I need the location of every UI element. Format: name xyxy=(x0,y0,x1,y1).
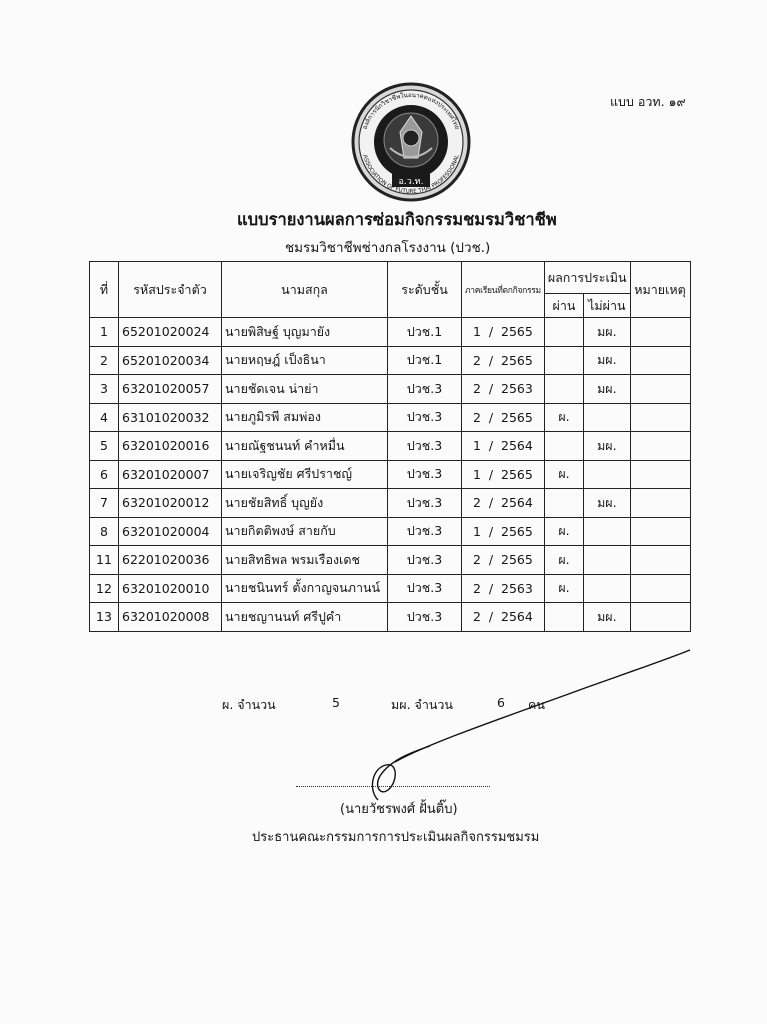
cell-student-id: 63201020016 xyxy=(119,432,222,461)
table-row xyxy=(90,346,691,375)
fail-count-label: มผ. จำนวน xyxy=(391,697,453,712)
cell-name: นายชัดเจน น่าย่า xyxy=(222,375,388,404)
cell-semester: 2 / 2564 xyxy=(462,489,545,518)
cell-remark xyxy=(630,432,690,461)
cell-year: 2565 xyxy=(501,324,533,340)
signature-line xyxy=(296,786,490,787)
cell-level: ปวช.3 xyxy=(388,403,462,432)
cell-level: ปวช.3 xyxy=(388,432,462,461)
cell-year: 2565 xyxy=(501,466,533,482)
cell-semester: 1 / 2565 xyxy=(462,318,545,347)
cell-level: ปวช.1 xyxy=(388,346,462,375)
cell-term: 2 xyxy=(472,552,481,568)
cell-no: 1 xyxy=(90,318,119,347)
cell-year: 2563 xyxy=(501,580,533,596)
cell-student-id: 63101020032 xyxy=(119,403,222,432)
cell-semester: 1 / 2565 xyxy=(462,460,545,489)
cell-student-id: 63201020010 xyxy=(119,574,222,603)
cell-no: 2 xyxy=(90,346,119,375)
cell-level: ปวช.3 xyxy=(388,603,462,632)
cell-pass: ผ. xyxy=(544,546,583,575)
cell-fail: มผ. xyxy=(584,489,630,518)
table-row xyxy=(90,318,691,347)
table-row xyxy=(90,403,691,432)
cell-remark xyxy=(630,460,690,489)
cell-student-id: 63201020008 xyxy=(119,603,222,632)
fail-count-value: 6 xyxy=(497,695,505,710)
cell-remark xyxy=(630,346,690,375)
cell-no: 13 xyxy=(90,603,119,632)
cell-pass: ผ. xyxy=(544,574,583,603)
cell-no: 5 xyxy=(90,432,119,461)
cell-fail xyxy=(584,460,630,489)
cell-year: 2565 xyxy=(501,523,533,539)
cell-name: นายชนินทร์ ตั้งกาญจนภานน์ xyxy=(222,574,388,603)
pass-count-value: 5 xyxy=(332,695,340,710)
header-semester: ภาคเรียนที่ตกกิจกรรม xyxy=(462,262,545,318)
cell-term: 2 xyxy=(472,381,481,397)
table-row xyxy=(90,375,691,404)
cell-semester: 2 / 2563 xyxy=(462,375,545,404)
table-row xyxy=(90,489,691,518)
cell-remark xyxy=(630,517,690,546)
cell-no: 4 xyxy=(90,403,119,432)
cell-pass xyxy=(544,375,583,404)
cell-year: 2564 xyxy=(501,609,533,625)
cell-term: 1 xyxy=(472,466,481,482)
cell-student-id: 65201020024 xyxy=(119,318,222,347)
results-table xyxy=(89,261,691,632)
cell-term: 2 xyxy=(472,352,481,368)
header-no: ที่ xyxy=(90,262,119,318)
cell-semester: 2 / 2565 xyxy=(462,346,545,375)
cell-semester: 2 / 2563 xyxy=(462,574,545,603)
cell-remark xyxy=(630,489,690,518)
table-row xyxy=(90,603,691,632)
cell-remark xyxy=(630,375,690,404)
cell-remark xyxy=(630,574,690,603)
cell-pass: ผ. xyxy=(544,460,583,489)
cell-level: ปวช.3 xyxy=(388,375,462,404)
cell-term: 2 xyxy=(472,409,481,425)
cell-semester: 2 / 2565 xyxy=(462,403,545,432)
cell-remark xyxy=(630,546,690,575)
cell-year: 2565 xyxy=(501,552,533,568)
header-result: ผลการประเมิน xyxy=(544,262,630,294)
cell-no: 11 xyxy=(90,546,119,575)
cell-fail: มผ. xyxy=(584,346,630,375)
pass-count-label: ผ. จำนวน xyxy=(222,697,276,712)
association-seal xyxy=(342,78,480,206)
cell-name: นายณัฐชนนท์ คำหมื่น xyxy=(222,432,388,461)
cell-name: นายสิทธิพล พรมเรืองเดช xyxy=(222,546,388,575)
table-row xyxy=(90,460,691,489)
table-row xyxy=(90,517,691,546)
cell-pass xyxy=(544,346,583,375)
header-student-id: รหัสประจำตัว xyxy=(119,262,222,318)
cell-fail xyxy=(584,517,630,546)
cell-fail: มผ. xyxy=(584,432,630,461)
header-remark: หมายเหตุ xyxy=(630,262,690,318)
cell-year: 2565 xyxy=(501,352,533,368)
cell-level: ปวช.3 xyxy=(388,460,462,489)
cell-name: นายหฤษฎ์ เป็งธินา xyxy=(222,346,388,375)
form-code: แบบ อวท. ๑๙ xyxy=(610,94,686,109)
table-row xyxy=(90,432,691,461)
cell-term: 2 xyxy=(472,580,481,596)
table-row xyxy=(90,546,691,575)
seal-ring-text-bottom: ASSOCIATION OF FUTURE THAI PROFESSIONAL xyxy=(361,154,461,196)
cell-no: 8 xyxy=(90,517,119,546)
cell-remark xyxy=(630,603,690,632)
cell-no: 3 xyxy=(90,375,119,404)
cell-no: 12 xyxy=(90,574,119,603)
cell-level: ปวช.3 xyxy=(388,517,462,546)
report-subtitle: ชมรมวิชาชีพช่างกลโรงงาน (ปวช.) xyxy=(285,240,491,256)
cell-level: ปวช.3 xyxy=(388,489,462,518)
cell-remark xyxy=(630,403,690,432)
cell-name: นายเจริญชัย ศรีปราชญ์ xyxy=(222,460,388,489)
header-name: นามสกุล xyxy=(222,262,388,318)
cell-name: นายกิตติพงษ์ สายกับ xyxy=(222,517,388,546)
cell-level: ปวช.1 xyxy=(388,318,462,347)
cell-name: นายชัยสิทธิ์ บุญยัง xyxy=(222,489,388,518)
cell-semester: 1 / 2565 xyxy=(462,517,545,546)
table-row xyxy=(90,574,691,603)
seal-center-text: อ.ว.ท. xyxy=(398,177,424,187)
cell-year: 2565 xyxy=(501,409,533,425)
cell-name: นายพิสิษฐ์ บุญมายัง xyxy=(222,318,388,347)
seal-ring-text-top: องค์การนักวิชาชีพในอนาคตแห่งประเทศไทย xyxy=(361,91,461,131)
cell-no: 6 xyxy=(90,460,119,489)
cell-name: นายภูมิรพี สมพ่อง xyxy=(222,403,388,432)
cell-pass: ผ. xyxy=(544,403,583,432)
cell-student-id: 62201020036 xyxy=(119,546,222,575)
signatory-name: (นายวัชรพงศ์ ฝั้นติ๊บ) xyxy=(340,802,458,817)
cell-fail: มผ. xyxy=(584,603,630,632)
cell-level: ปวช.3 xyxy=(388,546,462,575)
cell-pass xyxy=(544,489,583,518)
cell-remark xyxy=(630,318,690,347)
cell-pass xyxy=(544,432,583,461)
header-fail: ไม่ผ่าน xyxy=(584,294,630,318)
cell-term: 2 xyxy=(472,609,481,625)
cell-student-id: 63201020007 xyxy=(119,460,222,489)
cell-no: 7 xyxy=(90,489,119,518)
signatory-position: ประธานคณะกรรมการการประเมินผลกิจกรรมชมรม xyxy=(252,830,540,845)
cell-pass xyxy=(544,318,583,347)
cell-fail: มผ. xyxy=(584,318,630,347)
cell-pass: ผ. xyxy=(544,517,583,546)
cell-term: 2 xyxy=(472,495,481,511)
cell-pass xyxy=(544,603,583,632)
cell-semester: 1 / 2564 xyxy=(462,432,545,461)
cell-fail xyxy=(584,546,630,575)
cell-student-id: 65201020034 xyxy=(119,346,222,375)
cell-year: 2564 xyxy=(501,495,533,511)
cell-student-id: 63201020004 xyxy=(119,517,222,546)
count-unit: คน xyxy=(528,697,545,712)
cell-term: 1 xyxy=(472,523,481,539)
cell-student-id: 63201020012 xyxy=(119,489,222,518)
cell-semester: 2 / 2565 xyxy=(462,546,545,575)
report-title: แบบรายงานผลการซ่อมกิจกรรมชมรมวิชาชีพ xyxy=(237,210,557,229)
cell-fail xyxy=(584,574,630,603)
cell-fail: มผ. xyxy=(584,375,630,404)
cell-term: 1 xyxy=(472,324,481,340)
cell-semester: 2 / 2564 xyxy=(462,603,545,632)
cell-year: 2564 xyxy=(501,438,533,454)
cell-student-id: 63201020057 xyxy=(119,375,222,404)
cell-term: 1 xyxy=(472,438,481,454)
cell-level: ปวช.3 xyxy=(388,574,462,603)
cell-fail xyxy=(584,403,630,432)
cell-year: 2563 xyxy=(501,381,533,397)
header-pass: ผ่าน xyxy=(544,294,583,318)
header-level: ระดับชั้น xyxy=(388,262,462,318)
cell-name: นายชญานนท์ ศรีปูคำ xyxy=(222,603,388,632)
